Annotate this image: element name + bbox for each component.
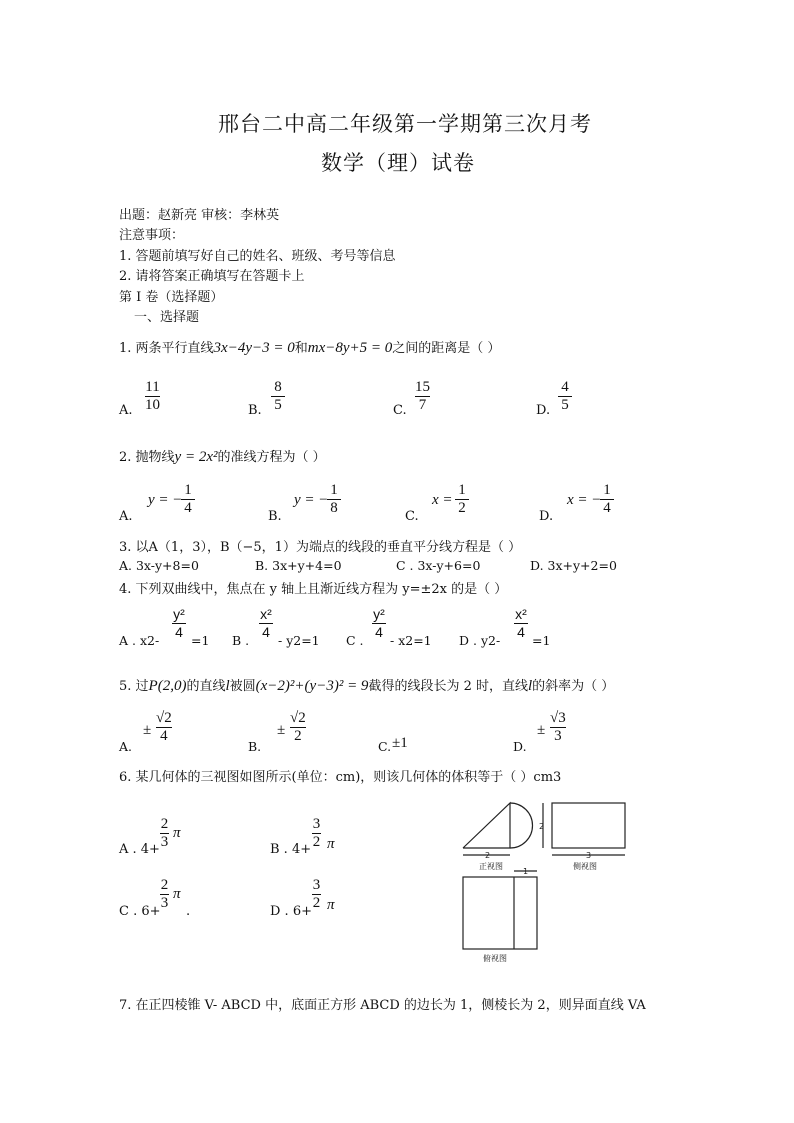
q5-a-den: 4	[160, 728, 168, 744]
exam-subtitle: 数学（理）试卷	[321, 151, 475, 175]
dim-side-width: 3	[586, 851, 592, 860]
q1-d-num: 4	[561, 379, 569, 395]
q4-b-num: x²	[260, 606, 272, 622]
q2-d-den: 4	[603, 500, 611, 516]
q4-opt-c-label: C .	[346, 633, 364, 648]
q6-opt-c-frac	[160, 877, 169, 912]
q5-opt-b-pm: ±	[277, 722, 286, 738]
q1-opt-d-label: D.	[536, 403, 551, 418]
q2-opt-d-label: D.	[539, 509, 554, 524]
q2-b-num: 1	[330, 482, 338, 498]
q2-opt-d-frac	[600, 482, 614, 517]
q5-circle-eq: (x−2)²+(y−3)² = 9	[255, 678, 369, 694]
q6-opt-d-label: D . 6+	[270, 904, 312, 919]
q3-opt-c: C . 3x-y+6=0	[396, 558, 481, 573]
q4-c-den: 4	[375, 624, 383, 640]
q6-b-num: 3	[312, 816, 321, 832]
q4-opt-a-tail: =1	[191, 633, 210, 648]
label-front-view: 正视图	[479, 862, 503, 871]
q2-opt-b-label: B.	[268, 509, 282, 524]
q1-prefix: 1. 两条平行直线	[119, 341, 214, 356]
label-top-view: 俯视图	[483, 954, 507, 963]
q6-opt-a-label: A . 4+	[119, 842, 160, 857]
q1-opt-a-label: A.	[119, 403, 133, 418]
q5-opt-a-label: A.	[119, 739, 133, 754]
q6-opt-d-pi: π	[327, 897, 335, 913]
q5-opt-d-pm: ±	[537, 722, 546, 738]
q6-opt-b-label: B . 4+	[270, 842, 312, 857]
q2-prefix: 2. 抛物线	[119, 450, 175, 465]
q1-mid: 和	[294, 341, 308, 356]
q5-opt-d-label: D.	[513, 739, 527, 754]
q2-c-den: 2	[458, 500, 466, 516]
front-view-semicircle	[510, 803, 533, 848]
q3-opt-b: B. 3x+y+4=0	[255, 558, 342, 573]
q5-stem	[119, 675, 614, 695]
note-2: 2. 请将答案正确填写在答题卡上	[119, 269, 305, 284]
part-heading: 第 I 卷（选择题）	[119, 290, 224, 305]
q1-d-den: 5	[561, 397, 569, 413]
q2-a-num: 1	[184, 482, 192, 498]
q5-opt-d-frac	[550, 710, 566, 745]
three-view-figure	[455, 795, 645, 970]
q1-a-den: 10	[145, 397, 160, 413]
q2-opt-a-label: A.	[119, 509, 133, 524]
q4-opt-a-frac	[172, 606, 186, 641]
q5-opt-b-label: B.	[248, 739, 262, 754]
q6-a-den: 3	[160, 834, 169, 850]
q4-opt-b-frac	[259, 606, 273, 641]
q6-opt-c-pi: π	[173, 886, 181, 902]
q2-opt-c-lhs: x =	[432, 492, 453, 508]
q2-c-num: 1	[458, 482, 466, 498]
q4-d-num: x²	[515, 606, 527, 622]
author-line: 出题：赵新亮 审核：李林英	[119, 208, 280, 223]
q6-c-den: 3	[160, 895, 169, 911]
dim-front-width: 2	[485, 851, 491, 860]
q4-stem: 4. 下列双曲线中，焦点在 y 轴上且渐近线方程为 y=±2x 的是（ ）	[119, 582, 508, 597]
q5-a-num: √2	[156, 710, 172, 726]
q1-eq2: mx−8y+5 = 0	[307, 340, 393, 356]
top-view-rect	[463, 877, 537, 949]
q5-opt-a-pm: ±	[143, 722, 152, 738]
dim-top: 1	[523, 867, 529, 876]
q4-c-num: y²	[373, 606, 385, 622]
q6-opt-c-label: C . 6+	[119, 904, 161, 919]
q5-d-den: 3	[554, 728, 562, 744]
q1-a-num: 11	[145, 379, 160, 395]
q5-d-num: √3	[550, 710, 566, 726]
q2-stem	[119, 446, 326, 466]
q6-b-den: 2	[312, 834, 321, 850]
q2-eq: y = 2x²	[174, 449, 218, 465]
q5-opt-c-pm: ±1	[392, 735, 408, 751]
q6-opt-c-dot: .	[186, 904, 191, 919]
q7-stem: 7. 在正四棱锥 V- ABCD 中，底面正方形 ABCD 的边长为 1，侧棱长为 2，则异面直线 VA	[119, 998, 646, 1013]
label-side-view: 侧视图	[573, 862, 597, 871]
q1-opt-b-label: B.	[248, 403, 262, 418]
q1-opt-c-label: C.	[393, 403, 407, 418]
q5-mid1: 的直线	[186, 679, 226, 694]
q1-stem	[119, 337, 500, 357]
q6-opt-a-pi: π	[173, 825, 181, 841]
q6-opt-d-frac	[312, 877, 321, 912]
q4-opt-d-frac	[514, 606, 528, 641]
q3-opt-a: A. 3x-y+8=0	[119, 558, 199, 573]
q5-opt-b-frac	[290, 710, 306, 745]
q2-a-den: 4	[184, 500, 192, 516]
q4-opt-b-tail: - y2=1	[278, 633, 320, 648]
q4-opt-b-label: B .	[232, 633, 250, 648]
q2-b-den: 8	[330, 500, 338, 516]
note-1: 1. 答题前填写好自己的姓名、班级、考号等信息	[119, 249, 396, 264]
q5-b-num: √2	[290, 710, 306, 726]
q2-opt-b-lhs: y = −	[294, 492, 329, 508]
notes-heading: 注意事项：	[119, 228, 185, 243]
q1-opt-b-frac	[271, 379, 285, 414]
q6-opt-b-pi: π	[327, 836, 335, 852]
q5-line-l: l	[225, 678, 230, 694]
q1-c-num: 15	[415, 379, 430, 395]
q3-opt-d: D. 3x+y+2=0	[530, 558, 617, 573]
q4-opt-a-label: A . x2-	[119, 633, 160, 648]
q4-d-den: 4	[517, 624, 525, 640]
q5-opt-a-frac	[156, 710, 172, 745]
q4-opt-c-frac	[372, 606, 386, 641]
q5-line-l2: l	[527, 678, 533, 694]
q1-c-den: 7	[418, 397, 427, 413]
q1-opt-d-frac	[558, 379, 572, 414]
q1-suffix: 之间的距离是（ ）	[392, 341, 501, 356]
q6-a-num: 2	[160, 816, 169, 832]
q2-opt-a-lhs: y = −	[148, 492, 183, 508]
q1-b-den: 5	[274, 397, 282, 413]
q1-opt-a-frac	[145, 379, 160, 414]
side-view-rect	[552, 803, 625, 848]
q4-opt-d-tail: =1	[532, 633, 551, 648]
dim-height: 2	[539, 822, 545, 831]
q2-suffix: 的准线方程为（ ）	[217, 450, 326, 465]
q2-d-num: 1	[603, 482, 611, 498]
q5-suffix: 的斜率为（ ）	[532, 679, 615, 694]
q2-opt-c-label: C.	[405, 509, 419, 524]
q4-a-num: y²	[173, 606, 185, 622]
q6-stem: 6. 某几何体的三视图如图所示(单位：cm)，则该几何体的体积等于（ ）cm3	[119, 770, 562, 785]
front-view-triangle	[463, 803, 510, 848]
q5-mid2: 被圆	[229, 679, 256, 694]
q2-opt-d-lhs: x = −	[567, 492, 602, 508]
exam-title: 邢台二中高二年级第一学期第三次月考	[218, 112, 592, 136]
q6-c-num: 2	[160, 877, 169, 893]
section-heading: 一、选择题	[134, 310, 200, 325]
q6-d-num: 3	[312, 877, 321, 893]
q1-opt-c-frac	[415, 379, 430, 414]
q1-eq1: 3x−4y−3 = 0	[213, 340, 295, 356]
q4-opt-c-tail: - x2=1	[390, 633, 432, 648]
q3-stem: 3. 以A（1，3），B（−5，1）为端点的线段的垂直平分线方程是（ ）	[119, 540, 522, 555]
q5-b-den: 2	[294, 728, 302, 744]
q2-opt-c-frac	[455, 482, 469, 517]
q6-opt-a-frac	[160, 816, 169, 851]
q4-opt-d-label: D . y2-	[459, 633, 501, 648]
q5-prefix: 5. 过	[119, 679, 149, 694]
q5-point: P(2,0)	[148, 678, 187, 694]
q4-b-den: 4	[262, 624, 270, 640]
q4-a-den: 4	[175, 624, 183, 640]
q6-opt-b-frac	[312, 816, 321, 851]
q1-b-num: 8	[274, 379, 282, 395]
q6-d-den: 2	[312, 895, 321, 911]
q2-opt-a-frac	[181, 482, 195, 517]
q5-opt-c-label: C.	[378, 739, 392, 754]
q2-opt-b-frac	[327, 482, 341, 517]
q5-mid3: 截得的线段长为 2 时，直线	[368, 679, 528, 694]
